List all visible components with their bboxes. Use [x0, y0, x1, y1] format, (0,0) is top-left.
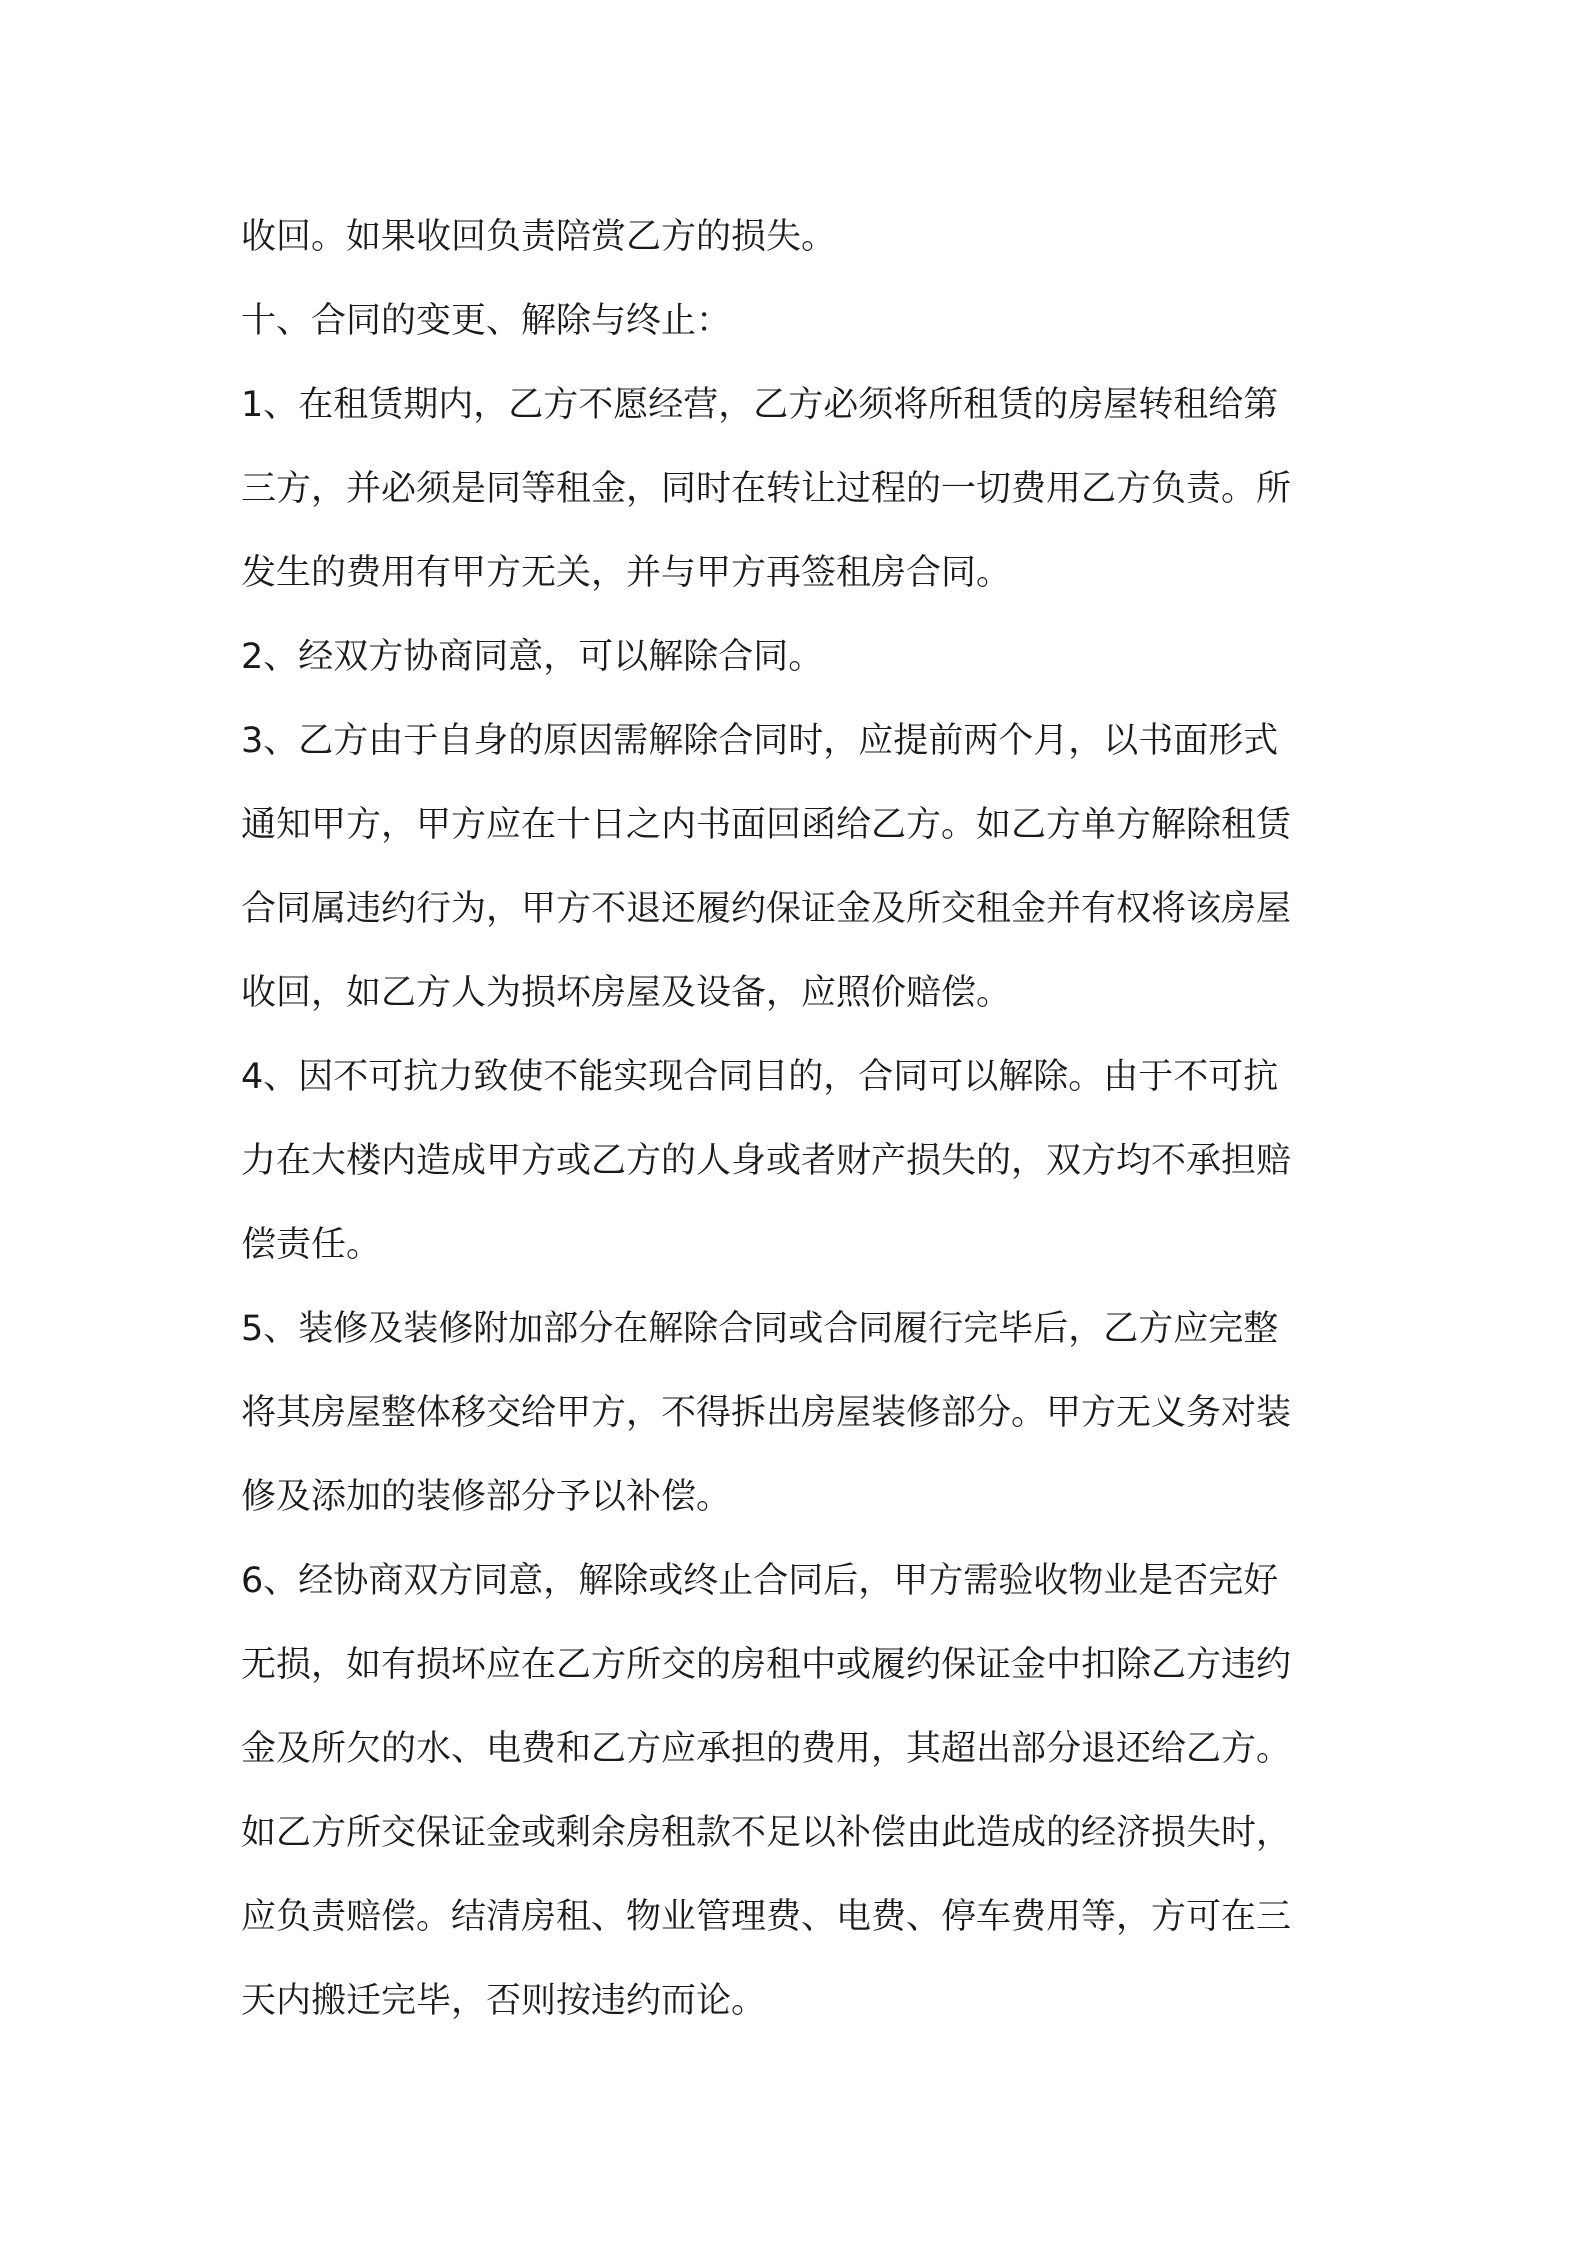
text-line-6: 2、经双方协商同意，可以解除合同。: [241, 637, 824, 677]
text-line-19: 金及所欠的水、电费和乙方应承担的费用，其超出部分退还给乙方。: [241, 1729, 1292, 1769]
text-line-22: 天内搬迁完毕，否则按违约而论。: [241, 1981, 767, 2021]
text-line-9: 合同属违约行为，甲方不退还履约保证金及所交租金并有权将该房屋: [241, 889, 1292, 929]
text-line-18: 无损，如有损坏应在乙方所交的房租中或履约保证金中扣除乙方违约: [241, 1645, 1292, 1685]
text-line-17: 6、经协商双方同意，解除或终止合同后，甲方需验收物业是否完好: [241, 1561, 1279, 1601]
text-line-8: 通知甲方，甲方应在十日之内书面回函给乙方。如乙方单方解除租赁: [241, 805, 1292, 845]
text-line-21: 应负责赔偿。结清房租、物业管理费、电费、停车费用等，方可在三: [241, 1897, 1292, 1937]
text-line-13: 偿责任。: [241, 1225, 382, 1265]
text-line-7: 3、乙方由于自身的原因需解除合同时，应提前两个月，以书面形式: [241, 721, 1279, 761]
text-line-5: 发生的费用有甲方无关，并与甲方再签租房合同。: [241, 553, 1012, 593]
text-line-15: 将其房屋整体移交给甲方，不得拆出房屋装修部分。甲方无义务对装: [241, 1393, 1292, 1433]
text-line-10: 收回，如乙方人为损坏房屋及设备，应照价赔偿。: [241, 973, 1012, 1013]
text-line-11: 4、因不可抗力致使不能实现合同目的，合同可以解除。由于不可抗: [241, 1057, 1279, 1097]
text-line-4: 三方，并必须是同等租金，同时在转让过程的一切费用乙方负责。所: [241, 469, 1292, 509]
document-body: [241, 195, 1361, 2043]
text-line-3: 1、在租赁期内，乙方不愿经营，乙方必须将所租赁的房屋转租给第: [241, 385, 1279, 425]
text-line-20: 如乙方所交保证金或剩余房租款不足以补偿由此造成的经济损失时，: [241, 1813, 1292, 1853]
text-line-12: 力在大楼内造成甲方或乙方的人身或者财产损失的，双方均不承担赔: [241, 1141, 1292, 1181]
section-heading-10: 十、合同的变更、解除与终止：: [241, 301, 732, 341]
text-line-1: 收回。如果收回负责陪赏乙方的损失。: [241, 217, 837, 257]
text-line-14: 5、装修及装修附加部分在解除合同或合同履行完毕后，乙方应完整: [241, 1309, 1279, 1349]
text-line-16: 修及添加的装修部分予以补偿。: [241, 1477, 732, 1517]
